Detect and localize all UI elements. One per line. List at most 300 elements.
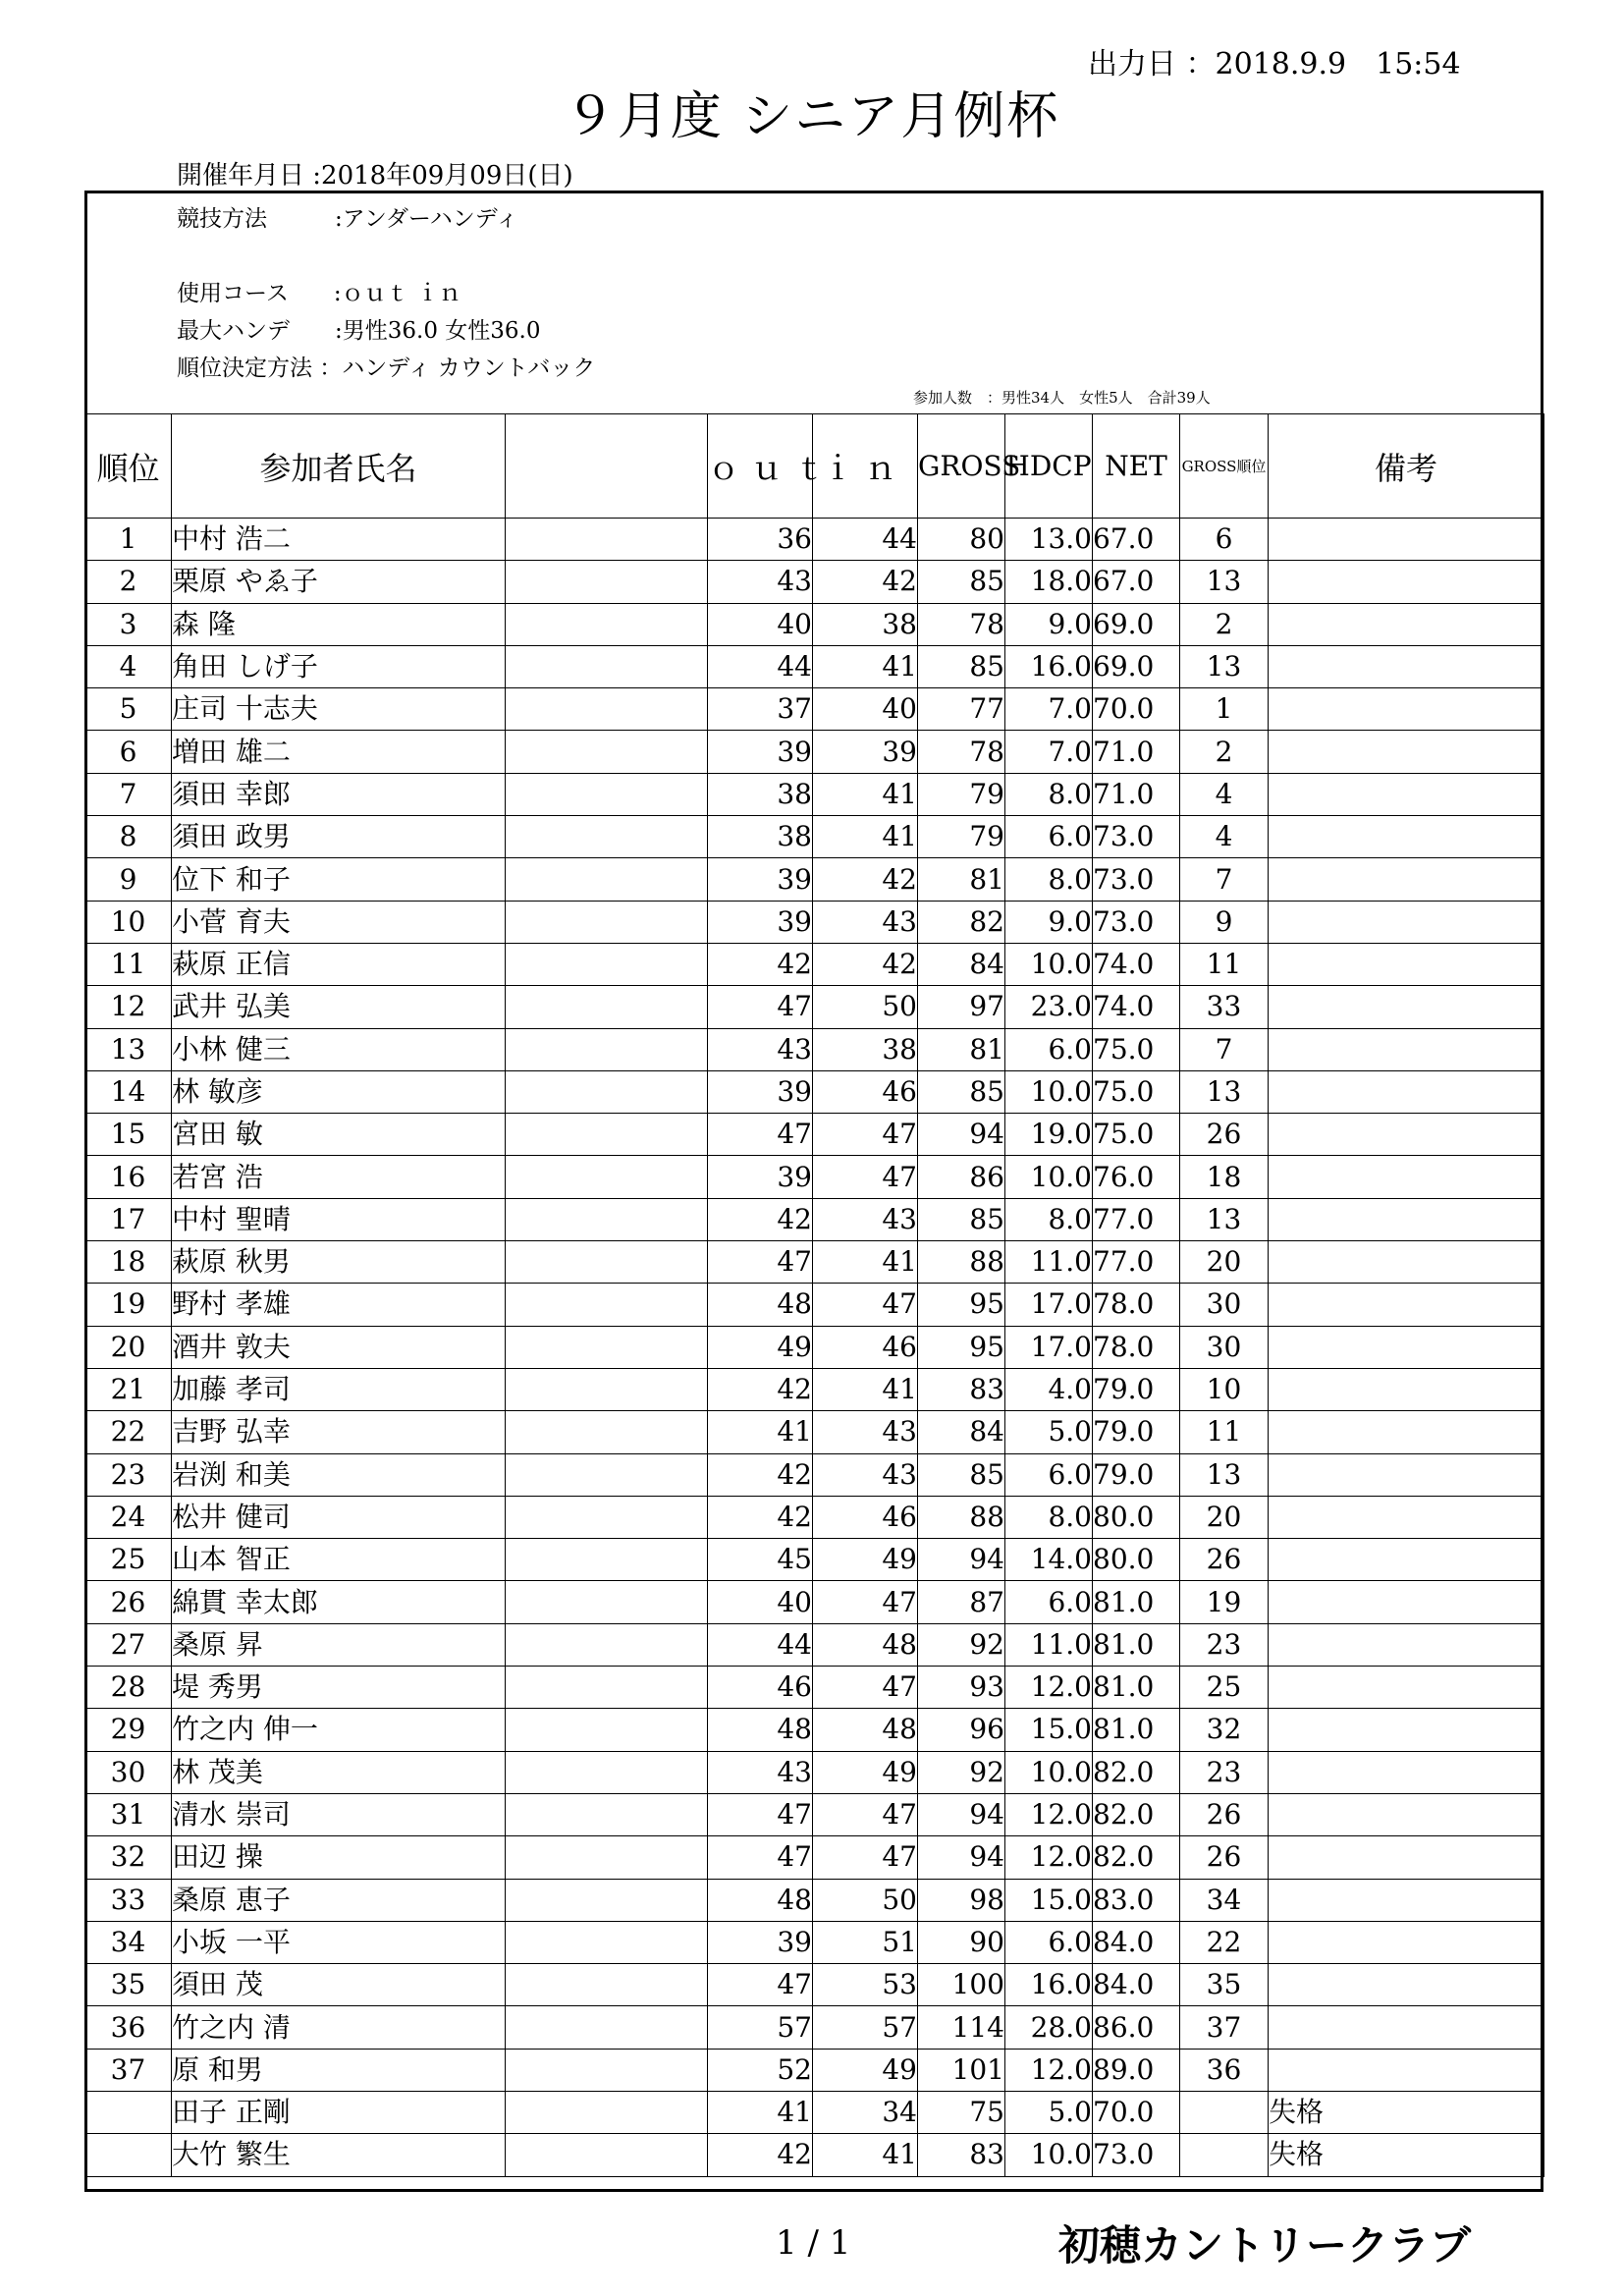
name-cell: 小林 健三 (172, 1028, 506, 1070)
in-score-cell: 49 (813, 2049, 918, 2091)
extra-cell (506, 1411, 708, 1453)
gross-cell: 85 (918, 1070, 1005, 1113)
gross-cell: 101 (918, 2049, 1005, 2091)
out-score-cell: 47 (708, 1964, 813, 2006)
out-score-cell: 47 (708, 1114, 813, 1156)
rank-cell: 27 (85, 1623, 172, 1666)
gross-cell: 94 (918, 1793, 1005, 1835)
out-score-cell: 57 (708, 2006, 813, 2049)
net-cell: 71.0 (1093, 731, 1180, 773)
out-score-cell: 43 (708, 1751, 813, 1793)
hdcp-cell: 18.0 (1005, 561, 1093, 603)
note-cell (1269, 645, 1544, 687)
net-cell: 86.0 (1093, 2006, 1180, 2049)
name-cell: 竹之内 伸一 (172, 1709, 506, 1751)
table-row (85, 1156, 1544, 1198)
table-row (85, 1368, 1544, 1410)
out-score-cell: 46 (708, 1667, 813, 1709)
rank-cell: 25 (85, 1539, 172, 1581)
extra-cell (506, 561, 708, 603)
hdcp-cell: 8.0 (1005, 1496, 1093, 1538)
gross-cell: 78 (918, 731, 1005, 773)
gross-cell: 88 (918, 1496, 1005, 1538)
hdcp-cell: 6.0 (1005, 1453, 1093, 1496)
in-score-cell: 41 (813, 2134, 918, 2176)
net-cell: 70.0 (1093, 688, 1180, 731)
table-row (85, 943, 1544, 985)
rank-cell: 35 (85, 1964, 172, 2006)
header-hdcp: HDCP (1005, 414, 1093, 519)
note-cell (1269, 1326, 1544, 1368)
out-score-cell: 41 (708, 1411, 813, 1453)
gross-cell: 85 (918, 645, 1005, 687)
extra-cell (506, 2091, 708, 2133)
hdcp-cell: 5.0 (1005, 2091, 1093, 2133)
net-cell: 79.0 (1093, 1368, 1180, 1410)
name-cell: 田辺 操 (172, 1836, 506, 1879)
name-cell: 武井 弘美 (172, 986, 506, 1028)
name-cell: 大竹 繁生 (172, 2134, 506, 2176)
table-row (85, 1793, 1544, 1835)
out-score-cell: 37 (708, 688, 813, 731)
net-cell: 75.0 (1093, 1114, 1180, 1156)
gross-cell: 92 (918, 1751, 1005, 1793)
competition-method: 競技方法 :アンダーハンディ (177, 206, 518, 232)
extra-cell (506, 1921, 708, 1963)
gross-cell: 80 (918, 519, 1005, 561)
results-table (84, 413, 1544, 2177)
held-date: 開催年月日 :2018年09月09日(日) (177, 161, 573, 191)
gross-cell: 81 (918, 858, 1005, 901)
name-cell: 堤 秀男 (172, 1667, 506, 1709)
hdcp-cell: 5.0 (1005, 1411, 1093, 1453)
name-cell: 清水 崇司 (172, 1793, 506, 1835)
gross-rank-cell: 36 (1180, 2049, 1269, 2091)
net-cell: 82.0 (1093, 1836, 1180, 1879)
gross-rank-cell: 30 (1180, 1284, 1269, 1326)
net-cell: 76.0 (1093, 1156, 1180, 1198)
rank-cell: 28 (85, 1667, 172, 1709)
rank-cell: 13 (85, 1028, 172, 1070)
hdcp-cell: 10.0 (1005, 1070, 1093, 1113)
results-body (85, 519, 1544, 2177)
table-row (85, 688, 1544, 731)
note-cell (1269, 1453, 1544, 1496)
extra-cell (506, 688, 708, 731)
extra-cell (506, 1070, 708, 1113)
hdcp-cell: 15.0 (1005, 1709, 1093, 1751)
gross-cell: 83 (918, 1368, 1005, 1410)
out-score-cell: 38 (708, 816, 813, 858)
extra-cell (506, 1964, 708, 2006)
out-score-cell: 42 (708, 2134, 813, 2176)
course-used: 使用コース :ｏｕｔ ｉｎ (177, 281, 461, 306)
hdcp-cell: 6.0 (1005, 1581, 1093, 1623)
extra-cell (506, 1751, 708, 1793)
extra-cell (506, 1879, 708, 1921)
net-cell: 82.0 (1093, 1793, 1180, 1835)
name-cell: 須田 茂 (172, 1964, 506, 2006)
note-cell (1269, 688, 1544, 731)
note-cell (1269, 2006, 1544, 2049)
in-score-cell: 43 (813, 901, 918, 943)
table-row (85, 1836, 1544, 1879)
header-net: NET (1093, 414, 1180, 519)
out-score-cell: 49 (708, 1326, 813, 1368)
hdcp-cell: 10.0 (1005, 943, 1093, 985)
in-score-cell: 50 (813, 986, 918, 1028)
table-row (85, 1241, 1544, 1284)
in-score-cell: 34 (813, 2091, 918, 2133)
name-cell: 宮田 敏 (172, 1114, 506, 1156)
out-score-cell: 39 (708, 1156, 813, 1198)
gross-rank-cell: 13 (1180, 561, 1269, 603)
rank-cell: 33 (85, 1879, 172, 1921)
gross-rank-cell: 1 (1180, 688, 1269, 731)
in-score-cell: 42 (813, 943, 918, 985)
note-cell (1269, 1623, 1544, 1666)
gross-cell: 78 (918, 603, 1005, 645)
table-row (85, 773, 1544, 815)
gross-rank-cell (1180, 2134, 1269, 2176)
out-score-cell: 42 (708, 943, 813, 985)
table-row (85, 603, 1544, 645)
hdcp-cell: 19.0 (1005, 1114, 1093, 1156)
gross-rank-cell: 22 (1180, 1921, 1269, 1963)
hdcp-cell: 23.0 (1005, 986, 1093, 1028)
note-cell (1269, 773, 1544, 815)
header-note: 備考 (1269, 414, 1544, 519)
table-row (85, 1198, 1544, 1240)
gross-cell: 92 (918, 1623, 1005, 1666)
net-cell: 81.0 (1093, 1667, 1180, 1709)
out-score-cell: 42 (708, 1496, 813, 1538)
net-cell: 70.0 (1093, 2091, 1180, 2133)
name-cell: 竹之内 清 (172, 2006, 506, 2049)
in-score-cell: 46 (813, 1326, 918, 1368)
table-row (85, 2091, 1544, 2133)
in-score-cell: 42 (813, 858, 918, 901)
rank-cell: 4 (85, 645, 172, 687)
out-score-cell: 44 (708, 1623, 813, 1666)
hdcp-cell: 16.0 (1005, 1964, 1093, 2006)
note-cell (1269, 1496, 1544, 1538)
name-cell: 原 和男 (172, 2049, 506, 2091)
hdcp-cell: 12.0 (1005, 1793, 1093, 1835)
hdcp-cell: 6.0 (1005, 816, 1093, 858)
note-cell (1269, 1284, 1544, 1326)
gross-rank-cell: 18 (1180, 1156, 1269, 1198)
gross-rank-cell: 26 (1180, 1539, 1269, 1581)
net-cell: 77.0 (1093, 1241, 1180, 1284)
out-score-cell: 47 (708, 1793, 813, 1835)
net-cell: 89.0 (1093, 2049, 1180, 2091)
out-score-cell: 48 (708, 1284, 813, 1326)
note-cell (1269, 1539, 1544, 1581)
note-cell (1269, 901, 1544, 943)
gross-rank-cell: 34 (1180, 1879, 1269, 1921)
out-score-cell: 36 (708, 519, 813, 561)
net-cell: 69.0 (1093, 603, 1180, 645)
name-cell: 中村 聖晴 (172, 1198, 506, 1240)
out-score-cell: 41 (708, 2091, 813, 2133)
rank-cell: 29 (85, 1709, 172, 1751)
name-cell: 森 隆 (172, 603, 506, 645)
in-score-cell: 38 (813, 1028, 918, 1070)
in-score-cell: 48 (813, 1623, 918, 1666)
note-cell (1269, 519, 1544, 561)
gross-cell: 90 (918, 1921, 1005, 1963)
in-score-cell: 40 (813, 688, 918, 731)
rank-cell: 14 (85, 1070, 172, 1113)
in-score-cell: 43 (813, 1453, 918, 1496)
in-score-cell: 39 (813, 731, 918, 773)
hdcp-cell: 14.0 (1005, 1539, 1093, 1581)
out-score-cell: 52 (708, 2049, 813, 2091)
rank-cell: 36 (85, 2006, 172, 2049)
table-row (85, 561, 1544, 603)
in-score-cell: 38 (813, 603, 918, 645)
hdcp-cell: 12.0 (1005, 1667, 1093, 1709)
extra-cell (506, 603, 708, 645)
hdcp-cell: 15.0 (1005, 1879, 1093, 1921)
in-score-cell: 47 (813, 1156, 918, 1198)
rank-cell: 20 (85, 1326, 172, 1368)
name-cell: 須田 政男 (172, 816, 506, 858)
rank-cell: 32 (85, 1836, 172, 1879)
note-cell: 失格 (1269, 2091, 1544, 2133)
gross-rank-cell: 32 (1180, 1709, 1269, 1751)
extra-cell (506, 1453, 708, 1496)
note-cell (1269, 1368, 1544, 1410)
rank-cell: 34 (85, 1921, 172, 1963)
header-in: ｉｎ (813, 414, 918, 519)
extra-cell (506, 901, 708, 943)
header-out: ｏｕｔ (708, 414, 813, 519)
net-cell: 81.0 (1093, 1623, 1180, 1666)
note-cell (1269, 943, 1544, 985)
gross-rank-cell: 4 (1180, 816, 1269, 858)
out-score-cell: 47 (708, 1241, 813, 1284)
hdcp-cell: 8.0 (1005, 858, 1093, 901)
out-score-cell: 48 (708, 1879, 813, 1921)
out-score-cell: 42 (708, 1368, 813, 1410)
rank-cell: 7 (85, 773, 172, 815)
table-row (85, 1028, 1544, 1070)
note-cell (1269, 731, 1544, 773)
hdcp-cell: 10.0 (1005, 1156, 1093, 1198)
in-score-cell: 47 (813, 1284, 918, 1326)
net-cell: 67.0 (1093, 519, 1180, 561)
table-row (85, 1667, 1544, 1709)
table-row (85, 2006, 1544, 2049)
name-cell: 栗原 やゑ子 (172, 561, 506, 603)
ranking-method: 順位決定方法 ：ハンディ カウントバック (177, 355, 596, 381)
hdcp-cell: 8.0 (1005, 1198, 1093, 1240)
net-cell: 84.0 (1093, 1964, 1180, 2006)
in-score-cell: 46 (813, 1496, 918, 1538)
rank-cell: 10 (85, 901, 172, 943)
in-score-cell: 41 (813, 816, 918, 858)
gross-cell: 95 (918, 1326, 1005, 1368)
note-cell: 失格 (1269, 2134, 1544, 2176)
gross-cell: 87 (918, 1581, 1005, 1623)
note-cell (1269, 986, 1544, 1028)
gross-cell: 81 (918, 1028, 1005, 1070)
gross-cell: 84 (918, 943, 1005, 985)
extra-cell (506, 1496, 708, 1538)
gross-rank-cell: 25 (1180, 1667, 1269, 1709)
rank-cell: 24 (85, 1496, 172, 1538)
gross-cell: 79 (918, 773, 1005, 815)
extra-cell (506, 519, 708, 561)
net-cell: 78.0 (1093, 1284, 1180, 1326)
out-score-cell: 39 (708, 858, 813, 901)
note-cell (1269, 816, 1544, 858)
name-cell: 田子 正剛 (172, 2091, 506, 2133)
note-cell (1269, 1581, 1544, 1623)
net-cell: 75.0 (1093, 1028, 1180, 1070)
table-row (85, 1284, 1544, 1326)
extra-cell (506, 1623, 708, 1666)
gross-cell: 114 (918, 2006, 1005, 2049)
hdcp-cell: 10.0 (1005, 1751, 1093, 1793)
extra-cell (506, 2006, 708, 2049)
note-cell (1269, 1241, 1544, 1284)
gross-cell: 86 (918, 1156, 1005, 1198)
in-score-cell: 53 (813, 1964, 918, 2006)
rank-cell: 17 (85, 1198, 172, 1240)
gross-rank-cell: 7 (1180, 858, 1269, 901)
hdcp-cell: 6.0 (1005, 1028, 1093, 1070)
gross-rank-cell: 26 (1180, 1836, 1269, 1879)
net-cell: 81.0 (1093, 1709, 1180, 1751)
in-score-cell: 42 (813, 561, 918, 603)
rank-cell: 22 (85, 1411, 172, 1453)
rank-cell: 5 (85, 688, 172, 731)
gross-cell: 94 (918, 1114, 1005, 1156)
rank-cell: 8 (85, 816, 172, 858)
in-score-cell: 46 (813, 1070, 918, 1113)
gross-rank-cell: 2 (1180, 603, 1269, 645)
table-row (85, 519, 1544, 561)
in-score-cell: 43 (813, 1198, 918, 1240)
gross-rank-cell: 23 (1180, 1623, 1269, 1666)
out-score-cell: 40 (708, 603, 813, 645)
table-row (85, 645, 1544, 687)
output-date: 出力日 ：2018.9.9 15:54 (1088, 47, 1461, 82)
name-cell: 林 敏彦 (172, 1070, 506, 1113)
gross-rank-cell: 35 (1180, 1964, 1269, 2006)
gross-rank-cell (1180, 2091, 1269, 2133)
net-cell: 80.0 (1093, 1539, 1180, 1581)
name-cell: 若宮 浩 (172, 1156, 506, 1198)
table-row (85, 2049, 1544, 2091)
note-cell (1269, 1964, 1544, 2006)
note-cell (1269, 1879, 1544, 1921)
extra-cell (506, 1241, 708, 1284)
hdcp-cell: 17.0 (1005, 1326, 1093, 1368)
note-cell (1269, 2049, 1544, 2091)
in-score-cell: 41 (813, 1368, 918, 1410)
extra-cell (506, 731, 708, 773)
out-score-cell: 43 (708, 561, 813, 603)
note-cell (1269, 1070, 1544, 1113)
table-row (85, 2134, 1544, 2176)
out-score-cell: 40 (708, 1581, 813, 1623)
rank-cell: 23 (85, 1453, 172, 1496)
in-score-cell: 41 (813, 645, 918, 687)
extra-cell (506, 816, 708, 858)
name-cell: 加藤 孝司 (172, 1368, 506, 1410)
extra-cell (506, 1284, 708, 1326)
hdcp-cell: 9.0 (1005, 901, 1093, 943)
note-cell (1269, 1156, 1544, 1198)
name-cell: 酒井 敦夫 (172, 1326, 506, 1368)
net-cell: 73.0 (1093, 901, 1180, 943)
net-cell: 71.0 (1093, 773, 1180, 815)
name-cell: 萩原 正信 (172, 943, 506, 985)
rank-cell: 31 (85, 1793, 172, 1835)
table-row (85, 1539, 1544, 1581)
hdcp-cell: 13.0 (1005, 519, 1093, 561)
name-cell: 中村 浩二 (172, 519, 506, 561)
table-row (85, 858, 1544, 901)
extra-cell (506, 773, 708, 815)
hdcp-cell: 12.0 (1005, 1836, 1093, 1879)
note-cell (1269, 858, 1544, 901)
name-cell: 小坂 一平 (172, 1921, 506, 1963)
hdcp-cell: 11.0 (1005, 1241, 1093, 1284)
gross-cell: 85 (918, 561, 1005, 603)
gross-cell: 96 (918, 1709, 1005, 1751)
in-score-cell: 47 (813, 1114, 918, 1156)
table-header-row (85, 414, 1544, 519)
net-cell: 75.0 (1093, 1070, 1180, 1113)
gross-cell: 84 (918, 1411, 1005, 1453)
name-cell: 松井 健司 (172, 1496, 506, 1538)
extra-cell (506, 1539, 708, 1581)
extra-cell (506, 645, 708, 687)
note-cell (1269, 1921, 1544, 1963)
table-row (85, 1070, 1544, 1113)
name-cell: 山本 智正 (172, 1539, 506, 1581)
table-row (85, 731, 1544, 773)
rank-cell: 21 (85, 1368, 172, 1410)
hdcp-cell: 11.0 (1005, 1623, 1093, 1666)
out-score-cell: 39 (708, 1921, 813, 1963)
extra-cell (506, 1709, 708, 1751)
note-cell (1269, 1709, 1544, 1751)
note-cell (1269, 603, 1544, 645)
name-cell: 増田 雄二 (172, 731, 506, 773)
gross-rank-cell: 26 (1180, 1793, 1269, 1835)
rank-cell: 18 (85, 1241, 172, 1284)
name-cell: 桑原 昇 (172, 1623, 506, 1666)
extra-cell (506, 2134, 708, 2176)
out-score-cell: 48 (708, 1709, 813, 1751)
header-extra (506, 414, 708, 519)
net-cell: 81.0 (1093, 1581, 1180, 1623)
gross-cell: 77 (918, 688, 1005, 731)
gross-cell: 93 (918, 1667, 1005, 1709)
club-name: 初穂カントリークラブ (1058, 2221, 1472, 2269)
out-score-cell: 43 (708, 1028, 813, 1070)
net-cell: 77.0 (1093, 1198, 1180, 1240)
note-cell (1269, 561, 1544, 603)
gross-rank-cell: 13 (1180, 1453, 1269, 1496)
extra-cell (506, 1667, 708, 1709)
